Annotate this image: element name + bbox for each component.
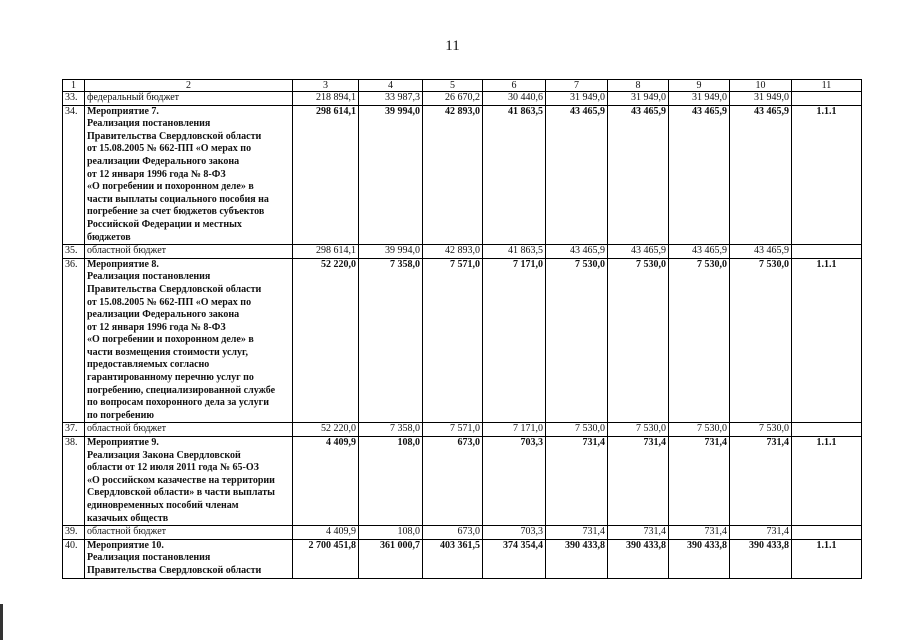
description-line: от 15.08.2005 № 662-ПП «О мерах по [87,296,252,308]
amount-cell: 673,0 [423,437,483,526]
description-line: реализации Федерального закона [87,155,240,167]
amount-cell: 42 893,0 [423,245,483,259]
amount-cell: 43 465,9 [730,245,792,259]
description-line: от 12 января 1996 года № 8-ФЗ [87,168,226,180]
header-cell: 4 [359,80,423,92]
description-line: по вопросам похоронного дела за услуги [87,397,269,409]
amount-cell: 108,0 [359,526,423,540]
amount-cell: 361 000,7 [359,539,423,578]
amount-cell: 7 358,0 [359,423,423,437]
budget-source-row [63,526,862,540]
description-line: Мероприятие 7. [87,105,159,117]
amount-cell: 30 440,6 [483,92,546,106]
row-number-cell: 39. [63,526,85,540]
description-cell [85,105,293,245]
description-line: от 15.08.2005 № 662-ПП «О мерах по [87,143,252,155]
amount-cell: 218 894,1 [293,92,359,106]
description-cell [85,423,293,437]
amount-cell: 731,4 [546,437,608,526]
description-line: Российской Федерации и местных [87,218,242,230]
budget-source-row [63,92,862,106]
row-number-cell: 37. [63,423,85,437]
description-line: областной бюджет [87,245,167,257]
activity-row [63,539,862,578]
amount-cell: 52 220,0 [293,258,359,423]
amount-cell: 298 614,1 [293,245,359,259]
description-line: Мероприятие 9. [87,437,159,449]
description-cell [85,437,293,526]
amount-cell: 31 949,0 [669,92,730,106]
amount-cell: 731,4 [669,437,730,526]
target-indicator-cell: 1.1.1 [792,437,862,526]
amount-cell: 31 949,0 [730,92,792,106]
description-line: реализации Федерального закона [87,309,240,321]
row-number-cell: 34. [63,105,85,245]
target-indicator-cell: 1.1.1 [792,105,862,245]
amount-cell: 39 994,0 [359,105,423,245]
amount-cell: 4 409,9 [293,526,359,540]
amount-cell: 390 433,8 [546,539,608,578]
description-cell [85,539,293,578]
scan-edge-mark [0,604,3,640]
description-line: Реализация постановления [87,271,211,283]
amount-cell: 41 863,5 [483,245,546,259]
amount-cell: 7 530,0 [608,258,669,423]
target-indicator-cell: 1.1.1 [792,258,862,423]
amount-cell: 7 571,0 [423,258,483,423]
amount-cell: 7 530,0 [669,423,730,437]
table-body [63,80,862,579]
amount-cell: 731,4 [546,526,608,540]
amount-cell: 731,4 [730,437,792,526]
description-line: Реализация Закона Свердловской [87,449,241,461]
description-line: предоставляемых согласно [87,359,210,371]
budget-source-row [63,423,862,437]
description-line: погребению, специализированной службе [87,384,276,396]
description-line: Реализация постановления [87,118,211,130]
amount-cell: 31 949,0 [608,92,669,106]
description-cell [85,526,293,540]
header-cell: 11 [792,80,862,92]
row-number-cell: 36. [63,258,85,423]
description-cell [85,245,293,259]
description-line: области от 12 июля 2011 года № 65-ОЗ [87,462,259,474]
row-number-cell: 40. [63,539,85,578]
header-cell: 3 [293,80,359,92]
description-line: казачьих обществ [87,512,169,524]
amount-cell: 298 614,1 [293,105,359,245]
amount-cell: 731,4 [669,526,730,540]
column-number-row [63,80,862,92]
description-line: федеральный бюджет [87,92,180,103]
amount-cell: 703,3 [483,437,546,526]
description-line: областной бюджет [87,526,167,538]
description-line: части возмещения стоимости услуг, [87,346,248,358]
description-line: Правительства Свердловской области [87,283,262,295]
amount-cell: 43 465,9 [546,245,608,259]
amount-cell: 7 530,0 [669,258,730,423]
header-cell: 9 [669,80,730,92]
amount-cell: 42 893,0 [423,105,483,245]
amount-cell: 7 530,0 [730,258,792,423]
amount-cell: 7 530,0 [546,423,608,437]
amount-cell: 7 571,0 [423,423,483,437]
description-line: «О погребении и похоронном деле» в [87,334,254,346]
amount-cell: 374 354,4 [483,539,546,578]
description-line: по погребению [87,409,155,421]
amount-cell: 43 465,9 [669,105,730,245]
amount-cell: 403 361,5 [423,539,483,578]
description-cell [85,92,293,106]
amount-cell: 673,0 [423,526,483,540]
amount-cell: 26 670,2 [423,92,483,106]
row-number-cell: 35. [63,245,85,259]
target-indicator-cell [792,245,862,259]
budget-source-row [63,245,862,259]
target-indicator-cell: 1.1.1 [792,539,862,578]
header-cell: 2 [85,80,293,92]
description-line: Мероприятие 8. [87,258,159,270]
description-line: Правительства Свердловской области [87,130,262,142]
page-number: 11 [445,38,460,54]
target-indicator-cell [792,526,862,540]
amount-cell: 7 171,0 [483,423,546,437]
amount-cell: 7 530,0 [730,423,792,437]
amount-cell: 43 465,9 [608,105,669,245]
amount-cell: 390 433,8 [669,539,730,578]
description-cell [85,258,293,423]
description-line: от 12 января 1996 года № 8-ФЗ [87,321,226,333]
description-line: «О погребении и похоронном деле» в [87,181,254,193]
amount-cell: 4 409,9 [293,437,359,526]
amount-cell: 33 987,3 [359,92,423,106]
header-cell: 5 [423,80,483,92]
row-number-cell: 33. [63,92,85,106]
program-activities-table [62,79,862,579]
row-number-cell: 38. [63,437,85,526]
description-line: Реализация постановления [87,552,211,564]
description-line: Мероприятие 10. [87,539,164,551]
description-line: единовременных пособий членам [87,500,239,511]
amount-cell: 7 530,0 [546,258,608,423]
header-cell: 6 [483,80,546,92]
amount-cell: 43 465,9 [730,105,792,245]
activity-row [63,258,862,423]
description-line: бюджетов [87,231,131,243]
header-cell: 1 [63,80,85,92]
description-line: части выплаты социального пособия на [87,193,269,205]
description-line: Правительства Свердловской области [87,564,262,576]
activity-row [63,437,862,526]
amount-cell: 39 994,0 [359,245,423,259]
description-line: погребение за счет бюджетов субъектов [87,206,265,218]
amount-cell: 390 433,8 [730,539,792,578]
amount-cell: 731,4 [608,437,669,526]
header-cell: 10 [730,80,792,92]
description-line: областной бюджет [87,423,167,435]
description-line: гарантированному перечню услуг по [87,372,254,384]
amount-cell: 41 863,5 [483,105,546,245]
amount-cell: 43 465,9 [669,245,730,259]
amount-cell: 7 530,0 [608,423,669,437]
amount-cell: 7 171,0 [483,258,546,423]
activity-row [63,105,862,245]
header-cell: 8 [608,80,669,92]
amount-cell: 43 465,9 [608,245,669,259]
description-line: Свердловской области» в части выплаты [87,487,275,499]
amount-cell: 731,4 [730,526,792,540]
amount-cell: 31 949,0 [546,92,608,106]
target-indicator-cell [792,92,862,106]
amount-cell: 390 433,8 [608,539,669,578]
amount-cell: 7 358,0 [359,258,423,423]
description-line: «О российском казачестве на территории [87,474,275,486]
target-indicator-cell [792,423,862,437]
header-cell: 7 [546,80,608,92]
amount-cell: 703,3 [483,526,546,540]
amount-cell: 108,0 [359,437,423,526]
amount-cell: 43 465,9 [546,105,608,245]
amount-cell: 2 700 451,8 [293,539,359,578]
amount-cell: 52 220,0 [293,423,359,437]
amount-cell: 731,4 [608,526,669,540]
